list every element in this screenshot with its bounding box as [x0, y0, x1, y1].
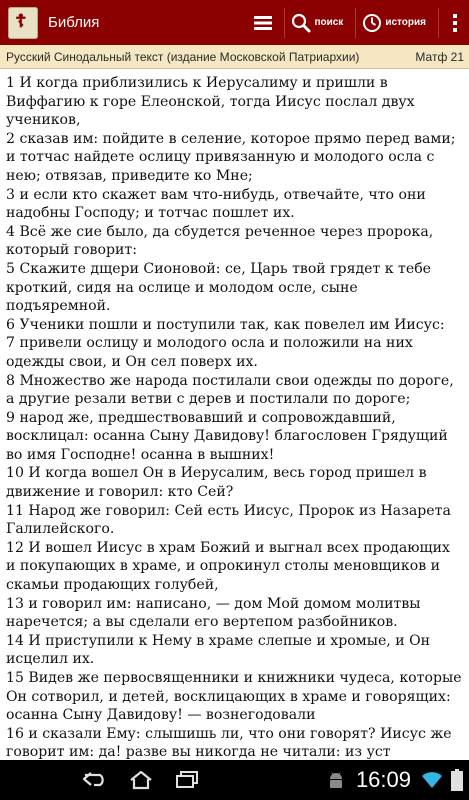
- verse-number: 4: [6, 223, 15, 240]
- verse-number: 11: [6, 502, 24, 519]
- wifi-icon: [421, 771, 443, 789]
- search-button[interactable]: [285, 0, 355, 45]
- verse-number: 3: [6, 186, 15, 203]
- overflow-menu-button[interactable]: [439, 0, 469, 45]
- verse-text: Видев же первосвященники и книжники чудеса, которые Он сотворил, и детей, восклицающих в храме и говорящих: осанна Сыну Давидову! — вознегодовали: [6, 670, 462, 724]
- verse-text: И когда вошел Он в Иерусалим, весь город пришел в движение и говорил: кто Сей?: [6, 465, 427, 501]
- verse-text: Народ же говорил: Сей есть Иисус, Пророк из Назарета Галилейского.: [6, 502, 451, 538]
- home-button[interactable]: [118, 760, 164, 800]
- verse-number: 14: [6, 632, 24, 649]
- verse-text: И приступили к Нему в храме слепые и хромые, и Он исцелил их.: [6, 632, 431, 668]
- search-icon: [291, 13, 311, 33]
- verse-number: 7: [6, 335, 15, 352]
- home-icon: [127, 769, 155, 791]
- verse-text: Скажите дщери Сионовой: се, Царь твой грядет к тебе кроткий, сидя на ослице и молодом осле, сыне подъяремной.: [6, 260, 432, 315]
- clock: 16:09: [355, 767, 411, 792]
- verse-list: [0, 69, 469, 781]
- verse[interactable]: [6, 130, 463, 186]
- back-icon: [80, 770, 110, 790]
- verse-text: сказав им: пойдите в селение, которое прямо перед вами; и тотчас найдете ослицу привязанную и молодого осла с нею; отвязав, приведите ко Мне;: [6, 130, 456, 184]
- list-icon: [254, 15, 272, 31]
- verse-number: 12: [6, 539, 24, 556]
- verse[interactable]: [6, 334, 463, 371]
- clock-icon: [362, 13, 382, 33]
- recent-apps-icon: [174, 770, 200, 790]
- verse-number: 10: [6, 465, 24, 482]
- verse-number: 16: [6, 725, 24, 742]
- search-label: поиск: [314, 17, 344, 28]
- verse[interactable]: [6, 223, 463, 260]
- chapter-reference[interactable]: Матф 21: [415, 49, 464, 64]
- verse-text: народ же, предшествовавший и сопровождавший, восклицал: осанна Сыну Давидову! благословен Грядущий во имя Господне! осанна в вышних!: [6, 409, 448, 463]
- action-bar: [0, 0, 469, 45]
- verse[interactable]: [6, 464, 463, 501]
- verse-text: Множество же народа постилали свои одежды по дороге, а другие резали ветви с дерев и постилали по дороге;: [6, 372, 454, 408]
- verse[interactable]: [6, 186, 463, 223]
- app-title: Библия: [48, 14, 100, 31]
- overflow-menu-icon: [453, 14, 457, 32]
- history-label: история: [385, 17, 426, 28]
- translation-name[interactable]: Русский Синодальный текст (издание Московской Патриархии): [6, 49, 360, 64]
- history-button[interactable]: [356, 0, 438, 45]
- verse[interactable]: [6, 409, 463, 465]
- verse[interactable]: [6, 539, 463, 595]
- verse-number: 5: [6, 260, 15, 277]
- verse-text: И когда приблизились к Иерусалиму и пришли в Виффагию к горе Елеонской, тогда Иисус послал двух учеников,: [6, 75, 415, 129]
- verse-number: 6: [6, 316, 15, 333]
- bible-text-area[interactable]: [0, 69, 469, 759]
- list-button[interactable]: [244, 0, 284, 45]
- verse[interactable]: [6, 316, 463, 335]
- back-button[interactable]: [72, 760, 118, 800]
- verse-text: И вошел Иисус в храм Божий и выгнал всех продающих и покупающих в храме, и опрокинул столы меновщиков и скамьи продающих голубей,: [6, 539, 450, 594]
- verse[interactable]: [6, 74, 463, 130]
- verse[interactable]: [6, 669, 463, 725]
- verse-number: 1: [6, 75, 15, 91]
- verse[interactable]: [6, 502, 463, 539]
- recent-apps-button[interactable]: [164, 760, 210, 800]
- status-area[interactable]: [326, 767, 469, 793]
- verse[interactable]: [6, 372, 463, 409]
- verse-number: 8: [6, 372, 15, 389]
- verse-text: Всё же сие было, да сбудется реченное через пророка, который говорит:: [6, 223, 434, 259]
- verse-number: 15: [6, 670, 24, 686]
- verse-number: 9: [6, 409, 15, 426]
- verse-text: и сказали Ему: слышишь ли, что они говорят? Иисус же говорит им: да! разве вы никогда не читали: из уст: [6, 725, 452, 761]
- verse[interactable]: [6, 595, 463, 632]
- system-bar: [0, 760, 469, 800]
- verse-text: Ученики пошли и поступили так, как повелел им Иисус:: [14, 316, 445, 333]
- verse-text: и если кто скажет вам что-нибудь, отвечайте, что они надобны Господу; и тотчас пошлет их.: [6, 186, 426, 222]
- verse[interactable]: [6, 632, 463, 669]
- verse[interactable]: [6, 260, 463, 316]
- verse-number: 2: [6, 130, 15, 147]
- bible-app-icon[interactable]: ☦: [8, 7, 38, 39]
- verse-text: привели ослицу и молодого осла и положили на них одежды свои, и Он сел поверх их.: [6, 335, 413, 370]
- android-icon: [326, 770, 346, 790]
- verse-number: 13: [6, 595, 24, 612]
- battery-icon: [451, 769, 463, 791]
- translation-header[interactable]: [0, 45, 469, 69]
- verse-text: и говорил им: написано, — дом Мой домом молитвы наречется; а вы сделали его вертепом разбойников.: [6, 595, 421, 631]
